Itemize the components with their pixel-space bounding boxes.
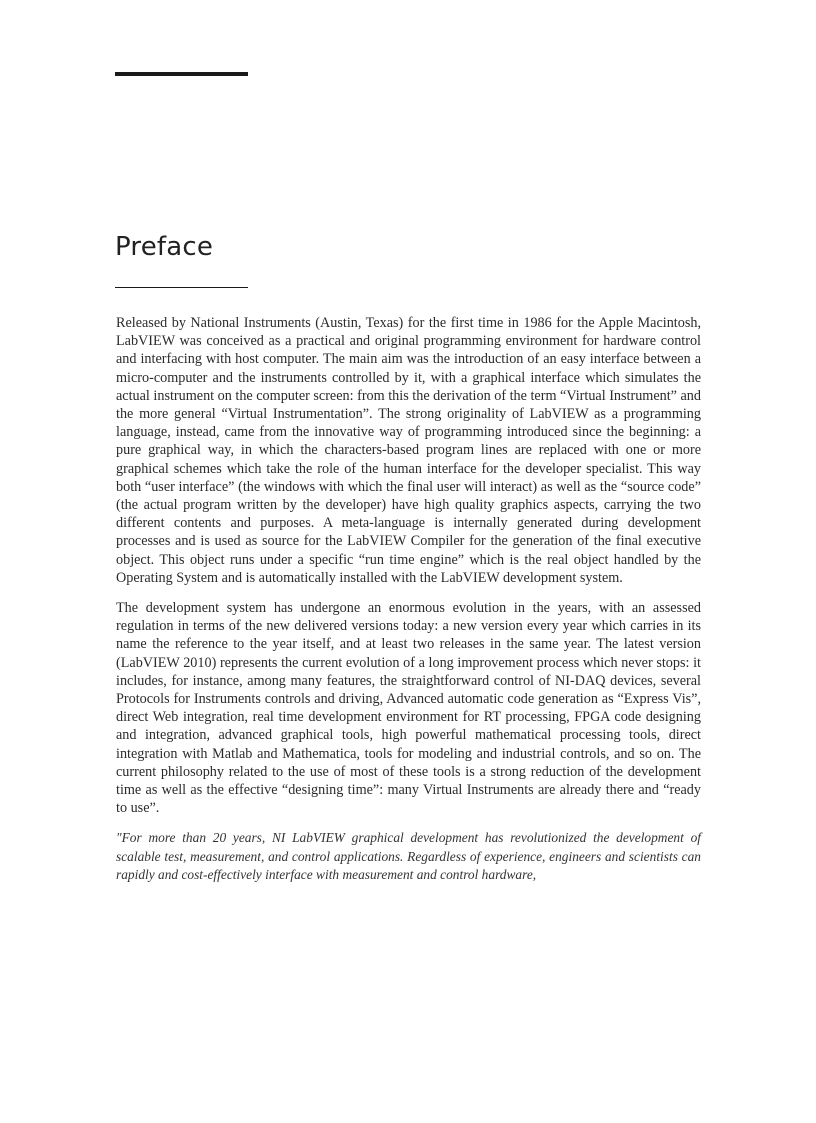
- page-title: Preface: [115, 232, 214, 262]
- paragraph-evolution: The development system has undergone an enormous evolution in the years, with an assessed regulation in terms of the new delivered versions today: a new version every year which carries in its name the reference to the year itself, and at least two releases in the same year. The latest version (LabVIEW 2010) represents the current evolution of a long improvement process which never stops: it includes, for instance, among many features, the straightforward control of NI-DAQ devices, several Protocols for Instruments controls and driving, Advanced automatic code generation as “Express Vis”, direct Web integration, real time development environment for RT processing, FPGA code designing and integration, advanced graphical tools, high powerful mathematical processing tools, direct integration with Matlab and Mathematica, tools for modeling and industrial controls, and so on. The current philosophy related to the use of most of these tools is a strong reduction of the development time as well as the effective “designing time”: many Virtual Instruments are already there and “ready to use”.: [116, 600, 701, 817]
- quote-paragraph: "For more than 20 years, NI LabVIEW graphical development has revolutionized the development of scalable test, measurement, and control applications. Regardless of experience, engineers and scientists can rapidly and cost-effectively interface with measurement and control hardware,: [116, 830, 701, 882]
- paragraph-intro: Released by National Instruments (Austin, Texas) for the first time in 1986 for the Apple Macintosh, LabVIEW was conceived as a practical and original programming environment for hardware control and interfacing with host computer. The main aim was the introduction of an easy interface between a micro-computer and the instruments controlled by it, with a graphical interface which simulates the actual instrument on the computer screen: from this the derivation of the term “Virtual Instrument” and the more general “Virtual Instrumentation”. The strong originality of LabVIEW as a programming language, instead, came from the innovative way of programming introduced since the beginning: a pure graphical way, in which the characters-based program lines are replaced with one or more graphical schemes which take the role of the human interface for the developer specialist. This way both “user interface” (the windows with which the final user will interact) as well as the “source code” (the actual program written by the developer) have high quality graphics aspects, carrying the two different contents and purposes. A meta-language is internally generated during development processes and is used as source for the LabVIEW Compiler for the generation of the final executive object. This object runs under a specific “run time engine” which is the real object handled by the Operating System and is automatically installed with the LabVIEW development system.: [116, 315, 701, 586]
- title-underline: [115, 287, 248, 288]
- chapter-top-rule: [115, 72, 248, 76]
- body-text: [116, 314, 701, 884]
